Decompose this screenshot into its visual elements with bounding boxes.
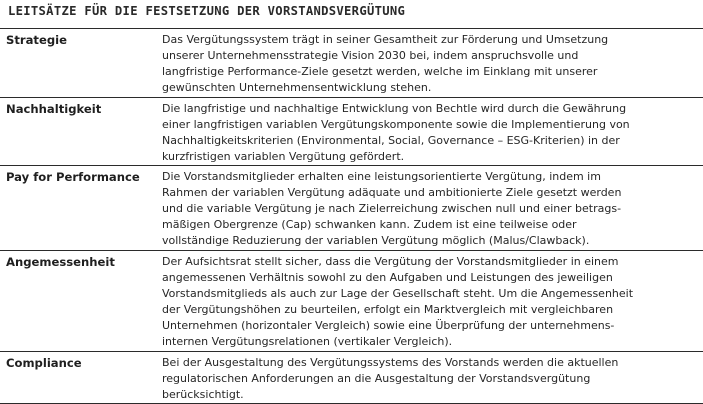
- text-line: mäßigen Obergrenze (Cap) schwanken kann. Zudem ist eine teilweise oder: [162, 217, 577, 231]
- row-text: [162, 254, 697, 349]
- text-line: Der Aufsichtsrat stellt sicher, dass die Vergütung der Vorstandsmitglieder in einem: [162, 255, 619, 268]
- text-line: langfristige Performance-Ziele gesetzt werden, welche im Einklang mit unserer: [162, 64, 598, 78]
- text-line: der Vergütungshöhen zu beurteilen, erfolgt ein Marktvergleich mit vergleichbaren: [162, 302, 614, 316]
- row-text: [162, 355, 697, 403]
- text-line: angemessenen Verhältnis sowohl zu den Aufgaben und Leistungen des jeweiligen: [162, 270, 613, 284]
- table-row-angemessenheit: [0, 250, 703, 351]
- text-line: Das Vergütungssystem trägt in seiner Gesamtheit zur Förderung und Umsetzung: [162, 33, 609, 46]
- text-line: Die Vorstandsmitglieder erhalten eine leistungsorientierte Vergütung, indem im: [162, 170, 601, 183]
- row-label: Compliance: [6, 356, 82, 370]
- table-row-pay-for-performance: [0, 165, 703, 250]
- text-line: internen Vergütungsrelationen (vertikaler Vergleich).: [162, 334, 453, 348]
- text-line: berücksichtigt.: [162, 387, 244, 401]
- text-line: gewünschten Unternehmensentwicklung stehen.: [162, 80, 432, 94]
- text-line: und die variable Vergütung je nach Zielerreichung zwischen null und einer betrags-: [162, 201, 622, 215]
- text-line: Unternehmen (horizontaler Vergleich) sowie eine Überprüfung der unternehmens-: [162, 318, 615, 332]
- text-line: unserer Unternehmensstrategie Vision 2030 bei, indem anspruchsvolle und: [162, 48, 579, 62]
- table-row-compliance: [0, 351, 703, 404]
- text-line: Vorstandsmitglieds als auch zur Lage der Gesellschaft steht. Um die Angemessenheit: [162, 286, 634, 300]
- text-line: Nachhaltigkeitskriterien (Environmental, Social, Governance – ESG-Kriterien) in der: [162, 133, 620, 147]
- row-label: Angemessenheit: [6, 255, 115, 269]
- text-line: regulatorischen Anforderungen an die Ausgestaltung der Vorstandsvergütung: [162, 371, 591, 385]
- row-label: Strategie: [6, 33, 67, 47]
- text-line: vollständige Reduzierung der variablen Vergütung möglich (Malus/Clawback).: [162, 233, 590, 247]
- row-text: [162, 32, 697, 96]
- page-title: LEITSÄTZE FÜR DIE FESTSETZUNG DER VORSTANDSVERGÜTUNG: [8, 4, 406, 18]
- text-line: Bei der Ausgestaltung des Vergütungssystems des Vorstands werden die aktuellen: [162, 356, 619, 369]
- text-line: Die langfristige und nachhaltige Entwicklung von Bechtle wird durch die Gewährung: [162, 102, 627, 115]
- row-label: Pay for Performance: [6, 170, 140, 184]
- row-text: [162, 101, 697, 165]
- text-line: Rahmen der variablen Vergütung adäquate und ambitionierte Ziele gesetzt werden: [162, 185, 622, 199]
- table-row-nachhaltigkeit: [0, 97, 703, 165]
- text-line: kurzfristigen variablen Vergütung gefördert.: [162, 149, 405, 163]
- text-line: einer langfristigen variablen Vergütungskomponente sowie die Implementierung von: [162, 117, 630, 131]
- row-label: Nachhaltigkeit: [6, 102, 102, 116]
- row-text: [162, 169, 697, 249]
- table-row-strategie: [0, 28, 703, 97]
